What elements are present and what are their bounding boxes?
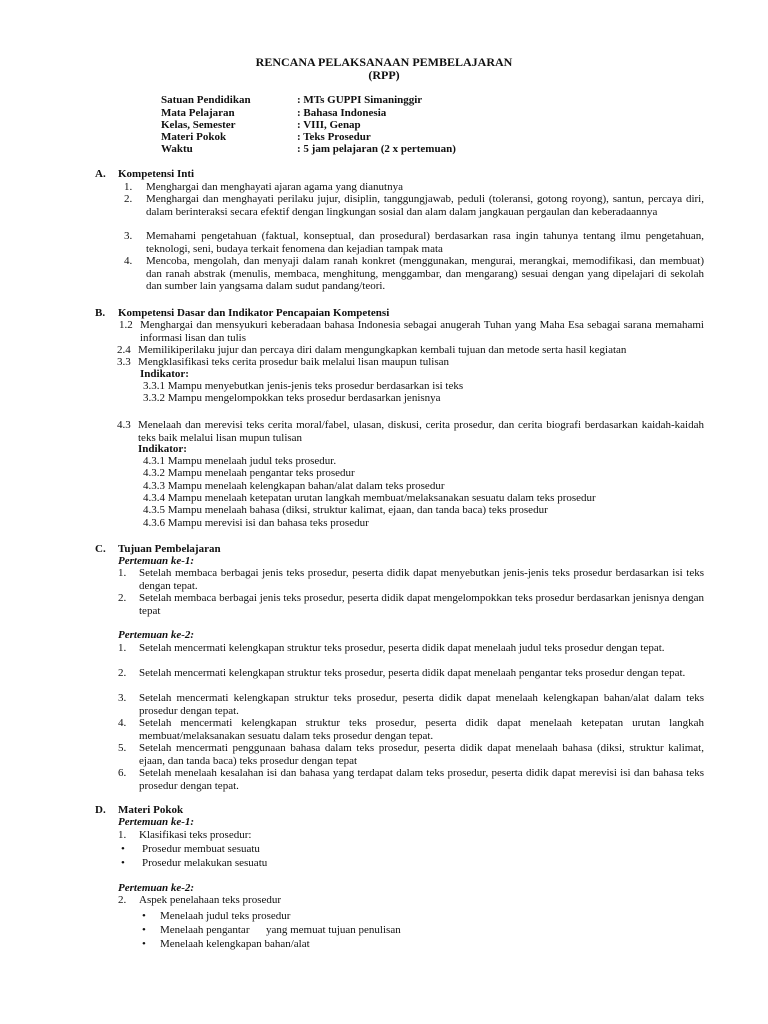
list-number: 4. xyxy=(118,717,127,729)
list-number: 3. xyxy=(124,230,133,242)
bullet: • xyxy=(142,910,146,922)
bullet: • xyxy=(142,924,146,936)
list-item: Setelah mencermati penggunaan bahasa dalam teks prosedur, peserta didik dapat menelaah bahasa (diksi, struktur kalimat, ejaan, dan tanda baca) teks prosedur dengan tepat xyxy=(139,742,704,767)
list-number: 1. xyxy=(118,567,127,579)
bullet-item: Prosedur melakukan sesuatu xyxy=(142,857,268,869)
bullet-item: Menelaah kelengkapan bahan/alat xyxy=(160,938,310,950)
list-item: Aspek penelahaan teks prosedur xyxy=(139,894,282,906)
bullet: • xyxy=(142,938,146,950)
list-item: Menghargai dan menghayati ajaran agama yang dianutnya xyxy=(146,181,403,193)
kd-text: Menghargai dan mensyukuri keberadaan bahasa Indonesia sebagai anugerah Tuhan yang Maha Esa sebagai sarana memahami informasi lisan dan tulis xyxy=(140,319,704,344)
section-a-title: Kompetensi Inti xyxy=(118,168,195,180)
list-number: 2. xyxy=(118,667,127,679)
identity-label: Waktu xyxy=(161,143,193,155)
list-item: Mencoba, mengolah, dan menyaji dalam ranah konkret (menggunakan, mengurai, merangkai, memodifikasi, dan membuat) dan ranah abstrak (menulis, membaca, menghitung, menggambar, dan mengarang) sesuai dengan yang dipelajari di sekolah dan sumber lain yangsama dalam sudut pandang/teori. xyxy=(146,255,704,292)
meeting-label: Pertemuan ke-2: xyxy=(118,629,195,641)
list-number: 4. xyxy=(124,255,133,267)
kd-number: 1.2 xyxy=(119,319,133,331)
list-number: 2. xyxy=(124,193,133,205)
list-item: Memahami pengetahuan (faktual, konseptual, dan prosedural) berdasarkan rasa ingin tahunya tentang ilmu pengetahuan, teknologi, seni, budaya terkait fenomena dan kejadian tampak mata xyxy=(146,230,704,255)
list-number: 1. xyxy=(118,642,127,654)
section-b-title: Kompetensi Dasar dan Indikator Pencapaian Kompetensi xyxy=(118,307,390,319)
kd-text: Menelaah dan merevisi teks cerita moral/fabel, ulasan, diskusi, cerita prosedur, dan cerita biografi berdasarkan kaidah-kaidah teks baik melalui lisan mupun tulisan xyxy=(138,419,704,444)
identity-value: : VIII, Genap xyxy=(297,119,361,131)
section-d-title: Materi Pokok xyxy=(118,804,184,816)
identity-value: : 5 jam pelajaran (2 x pertemuan) xyxy=(297,143,456,155)
kd-number: 4.3 xyxy=(117,419,131,431)
bullet: • xyxy=(121,843,125,855)
kd-number: 3.3 xyxy=(117,356,131,368)
bullet-item: Menelaah judul teks prosedur xyxy=(160,910,291,922)
list-item: Setelah menelaah kesalahan isi dan bahasa yang terdapat dalam teks prosedur, peserta didik dapat merevisi isi dan bahasa teks prosedur dengan tepat. xyxy=(139,767,704,792)
indikator-label: Indikator: xyxy=(138,443,187,455)
list-item: Setelah mencermati kelengkapan struktur teks prosedur, peserta didik dapat menelaah judul teks prosedur dengan tepat. xyxy=(139,642,665,654)
list-item: Setelah membaca berbagai jenis teks prosedur, peserta didik dapat mengelompokkan teks prosedur berdasarkan jenisnya dengan tepat xyxy=(139,592,704,617)
indicator-item: 3.3.2 Mampu mengelompokkan teks prosedur berdasarkan jenisnya xyxy=(143,392,441,404)
indicator-item: 3.3.1 Mampu menyebutkan jenis-jenis teks prosedur berdasarkan isi teks xyxy=(143,380,464,392)
list-number: 1. xyxy=(118,829,127,841)
section-c-letter: C. xyxy=(95,543,106,555)
indikator-label: Indikator: xyxy=(140,368,189,380)
list-number: 5. xyxy=(118,742,127,754)
bullet: • xyxy=(121,857,125,869)
identity-value: : Bahasa Indonesia xyxy=(297,107,387,119)
list-item: Setelah mencermati kelengkapan struktur teks prosedur, peserta didik dapat menelaah kelengkapan bahan/alat dalam teks prosedur dengan tepat. xyxy=(139,692,704,717)
list-number: 6. xyxy=(118,767,127,779)
indicator-item: 4.3.1 Mampu menelaah judul teks prosedur. xyxy=(143,455,337,467)
list-number: 2. xyxy=(118,894,127,906)
identity-value: : MTs GUPPI Simaninggir xyxy=(297,94,423,106)
meeting-label: Pertemuan ke-1: xyxy=(118,555,195,567)
list-item: Setelah mencermati kelengkapan struktur teks prosedur, peserta didik dapat menelaah ketepatan urutan langkah membuat/melaksanakan sesuatu dalam teks prosedur dengan tepat. xyxy=(139,717,704,742)
section-b-letter: B. xyxy=(95,307,106,319)
list-number: 3. xyxy=(118,692,127,704)
section-c-title: Tujuan Pembelajaran xyxy=(118,543,221,555)
indicator-item: 4.3.6 Mampu merevisi isi dan bahasa teks prosedur xyxy=(143,517,369,529)
doc-subtitle: (RPP) xyxy=(368,68,400,82)
identity-value: : Teks Prosedur xyxy=(297,131,371,143)
doc-title: RENCANA PELAKSANAAN PEMBELAJARAN xyxy=(255,55,513,69)
indicator-item: 4.3.4 Mampu menelaah ketepatan urutan langkah membuat/melaksanakan sesuatu dalam teks prosedur xyxy=(143,492,596,504)
list-number: 1. xyxy=(124,181,133,193)
list-item: Setelah mencermati kelengkapan struktur teks prosedur, peserta didik dapat menelaah pengantar teks prosedur dengan tepat. xyxy=(139,667,686,679)
indicator-item: 4.3.5 Mampu menelaah bahasa (diksi, struktur kalimat, ejaan, dan tanda baca) teks prosedur xyxy=(143,504,548,516)
kd-text: Memilikiperilaku jujur dan percaya diri dalam mengungkapkan kembali tujuan dan metode serta hasil kegiatan xyxy=(138,344,627,356)
bullet-item: Prosedur membuat sesuatu xyxy=(142,843,260,855)
identity-label: Materi Pokok xyxy=(161,131,227,143)
kd-text: Mengklasifikasi teks cerita prosedur baik melalui lisan maupun tulisan xyxy=(138,356,449,368)
indicator-item: 4.3.2 Mampu menelaah pengantar teks prosedur xyxy=(143,467,355,479)
identity-label: Satuan Pendidikan xyxy=(161,94,251,106)
bullet-item: Menelaah pengantar yang memuat tujuan penulisan xyxy=(160,924,401,936)
identity-label: Mata Pelajaran xyxy=(161,107,235,119)
identity-label: Kelas, Semester xyxy=(161,119,236,131)
section-a-letter: A. xyxy=(95,168,106,180)
list-item: Klasifikasi teks prosedur: xyxy=(139,829,252,841)
section-d-letter: D. xyxy=(95,804,106,816)
list-item: Setelah membaca berbagai jenis teks prosedur, peserta didik dapat menyebutkan jenis-jenis teks prosedur berdasarkan isi teks dengan tepat. xyxy=(139,567,704,592)
list-item: Menghargai dan menghayati perilaku jujur, disiplin, tanggungjawab, peduli (toleransi, gotong royong), santun, percaya diri, dalam berinteraksi secara efektif dengan lingkungan sosial dan alam dalam jangkauan pergaulan dan keberadaannya xyxy=(146,193,704,218)
kd-number: 2.4 xyxy=(117,344,131,356)
meeting-label: Pertemuan ke-1: xyxy=(118,816,195,828)
indicator-item: 4.3.3 Mampu menelaah kelengkapan bahan/alat dalam teks prosedur xyxy=(143,480,445,492)
list-number: 2. xyxy=(118,592,127,604)
meeting-label: Pertemuan ke-2: xyxy=(118,882,195,894)
